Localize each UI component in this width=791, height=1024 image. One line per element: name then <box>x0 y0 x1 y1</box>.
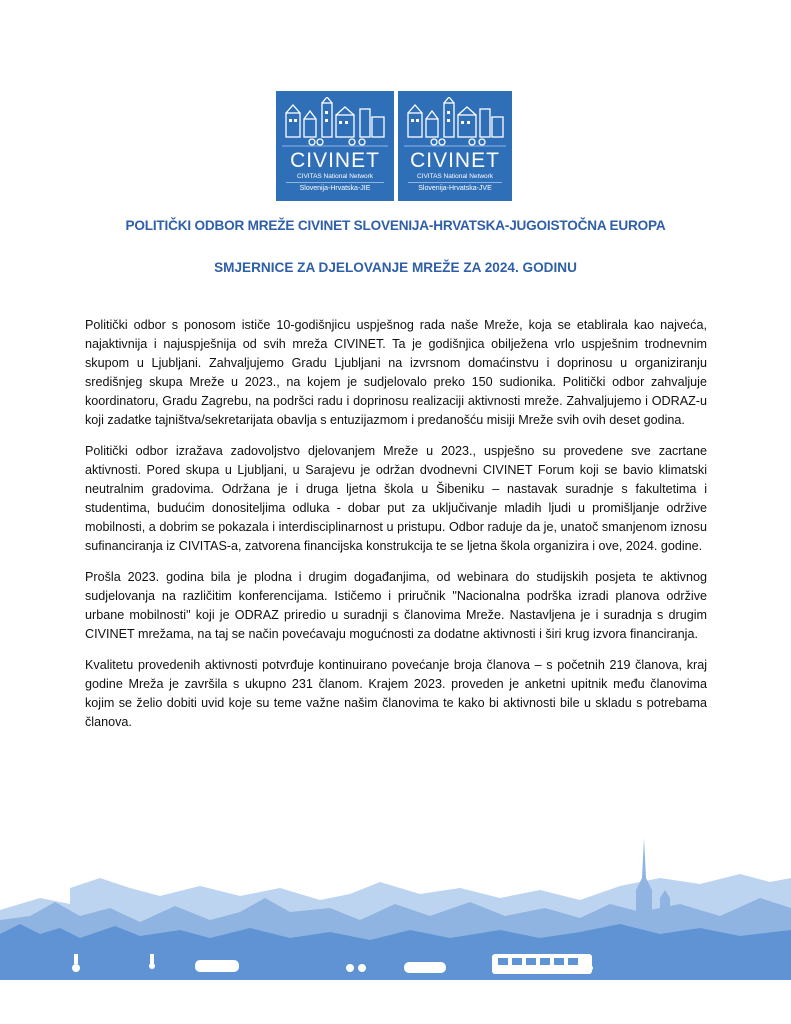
logo-divider <box>408 182 502 183</box>
document-title: POLITIČKI ODBOR MREŽE CIVINET SLOVENIJA-HRVATSKA-JUGOISTOČNA EUROPA <box>125 218 666 233</box>
civinet-logo-jie <box>276 91 394 201</box>
logo-network: CIVITAS National Network <box>296 173 374 180</box>
logo-brand: CIVINET <box>290 149 380 172</box>
city-illustration-icon <box>404 97 506 147</box>
logo-brand: CIVINET <box>410 149 500 172</box>
logo-region: Slovenija-Hrvatska-JIE <box>299 185 371 192</box>
city-skyline-illustration <box>0 838 791 980</box>
logo-divider <box>286 182 384 183</box>
civinet-logo-jve <box>398 91 512 201</box>
logo-region: Slovenija-Hrvatska-JVE <box>418 185 492 192</box>
logo-network: CIVITAS National Network <box>416 173 494 180</box>
city-illustration-icon <box>282 97 388 147</box>
logo-group <box>276 91 512 201</box>
paragraph: Politički odbor izražava zadovoljstvo djelovanjem Mreže u 2023., uspješno su provedene sve zacrtane aktivnosti. Pored skupa u Ljubljani, u Sarajevu je održan dvodnevni CIVINET Forum koji se bavio klimatski neutralnim gradovima. Održana je i druga ljetna škola u Šibeniku – nastavak suradnje s fakultetima i studentima, budućim donositeljima odluka - dobar put za uključivanje mladih ljudi u promišljanje održive mobilnosti, a dobrim se pokazala i interdisciplinarnost u pristupu. Odbor raduje da je, unatoč smanjenom iznosu sufinanciranja iz CIVITAS-a, zatvorena financijska konstrukcija te se ljetna škola organizira i ove, 2024. godine. <box>85 444 707 553</box>
paragraph: Kvalitetu provedenih aktivnosti potvrđuje kontinuirano povećanje broja članova – s početnih 219 članova, kraj godine Mreža je završila s ukupno 231 članom. Krajem 2023. proveden je anketni upitnik među članovima kojim se želio dobiti uvid koje su teme važne našim članovima te kako bi aktivnosti bile u skladu s potrebama članova. <box>85 658 707 729</box>
paragraph: Prošla 2023. godina bila je plodna i drugim događanjima, od webinara do studijskih posjeta te aktivnog sudjelovanja na različitim konferencijama. Ističemo i priručnik "Nacionalna podrška izradi planova održive urbane mobilnosti" koji je ODRAZ priredio u suradnji s članovima Mreže. Nastavljena je i suradnja s drugim CIVINET mrežama, na taj se način povećavaju mogućnosti za dodatne aktivnosti i širi krug izvora financiranja. <box>85 570 707 641</box>
document-body <box>85 316 707 744</box>
document-subtitle: SMJERNICE ZA DJELOVANJE MREŽE ZA 2024. GODINU <box>214 260 577 275</box>
paragraph: Politički odbor s ponosom ističe 10-godišnjicu uspješnog rada naše Mreže, koja se etablirala kao najveća, najaktivnija i najuspješnija od svih mreža CIVINET. Ta je godišnjica obilježena vrlo uspješnim trodnevnim skupom u Ljubljani. Zahvaljujemo Gradu Ljubljani na izvrsnom domaćinstvu i doprinosu u organiziranju središnjeg skupa Mreže u 2023., na kojem je sudjelovalo preko 150 sudionika. Politički odbor zahvaljuje koordinatoru, Gradu Zagrebu, na podršci radu i doprinosu realizaciji aktivnosti mreže. Zahvaljujemo i ODRAZ-u koji zadatke tajništva/sekretarijata obavlja s entuzijazmom i predanošću misiji Mreže svih ovih deset godina. <box>85 318 707 427</box>
